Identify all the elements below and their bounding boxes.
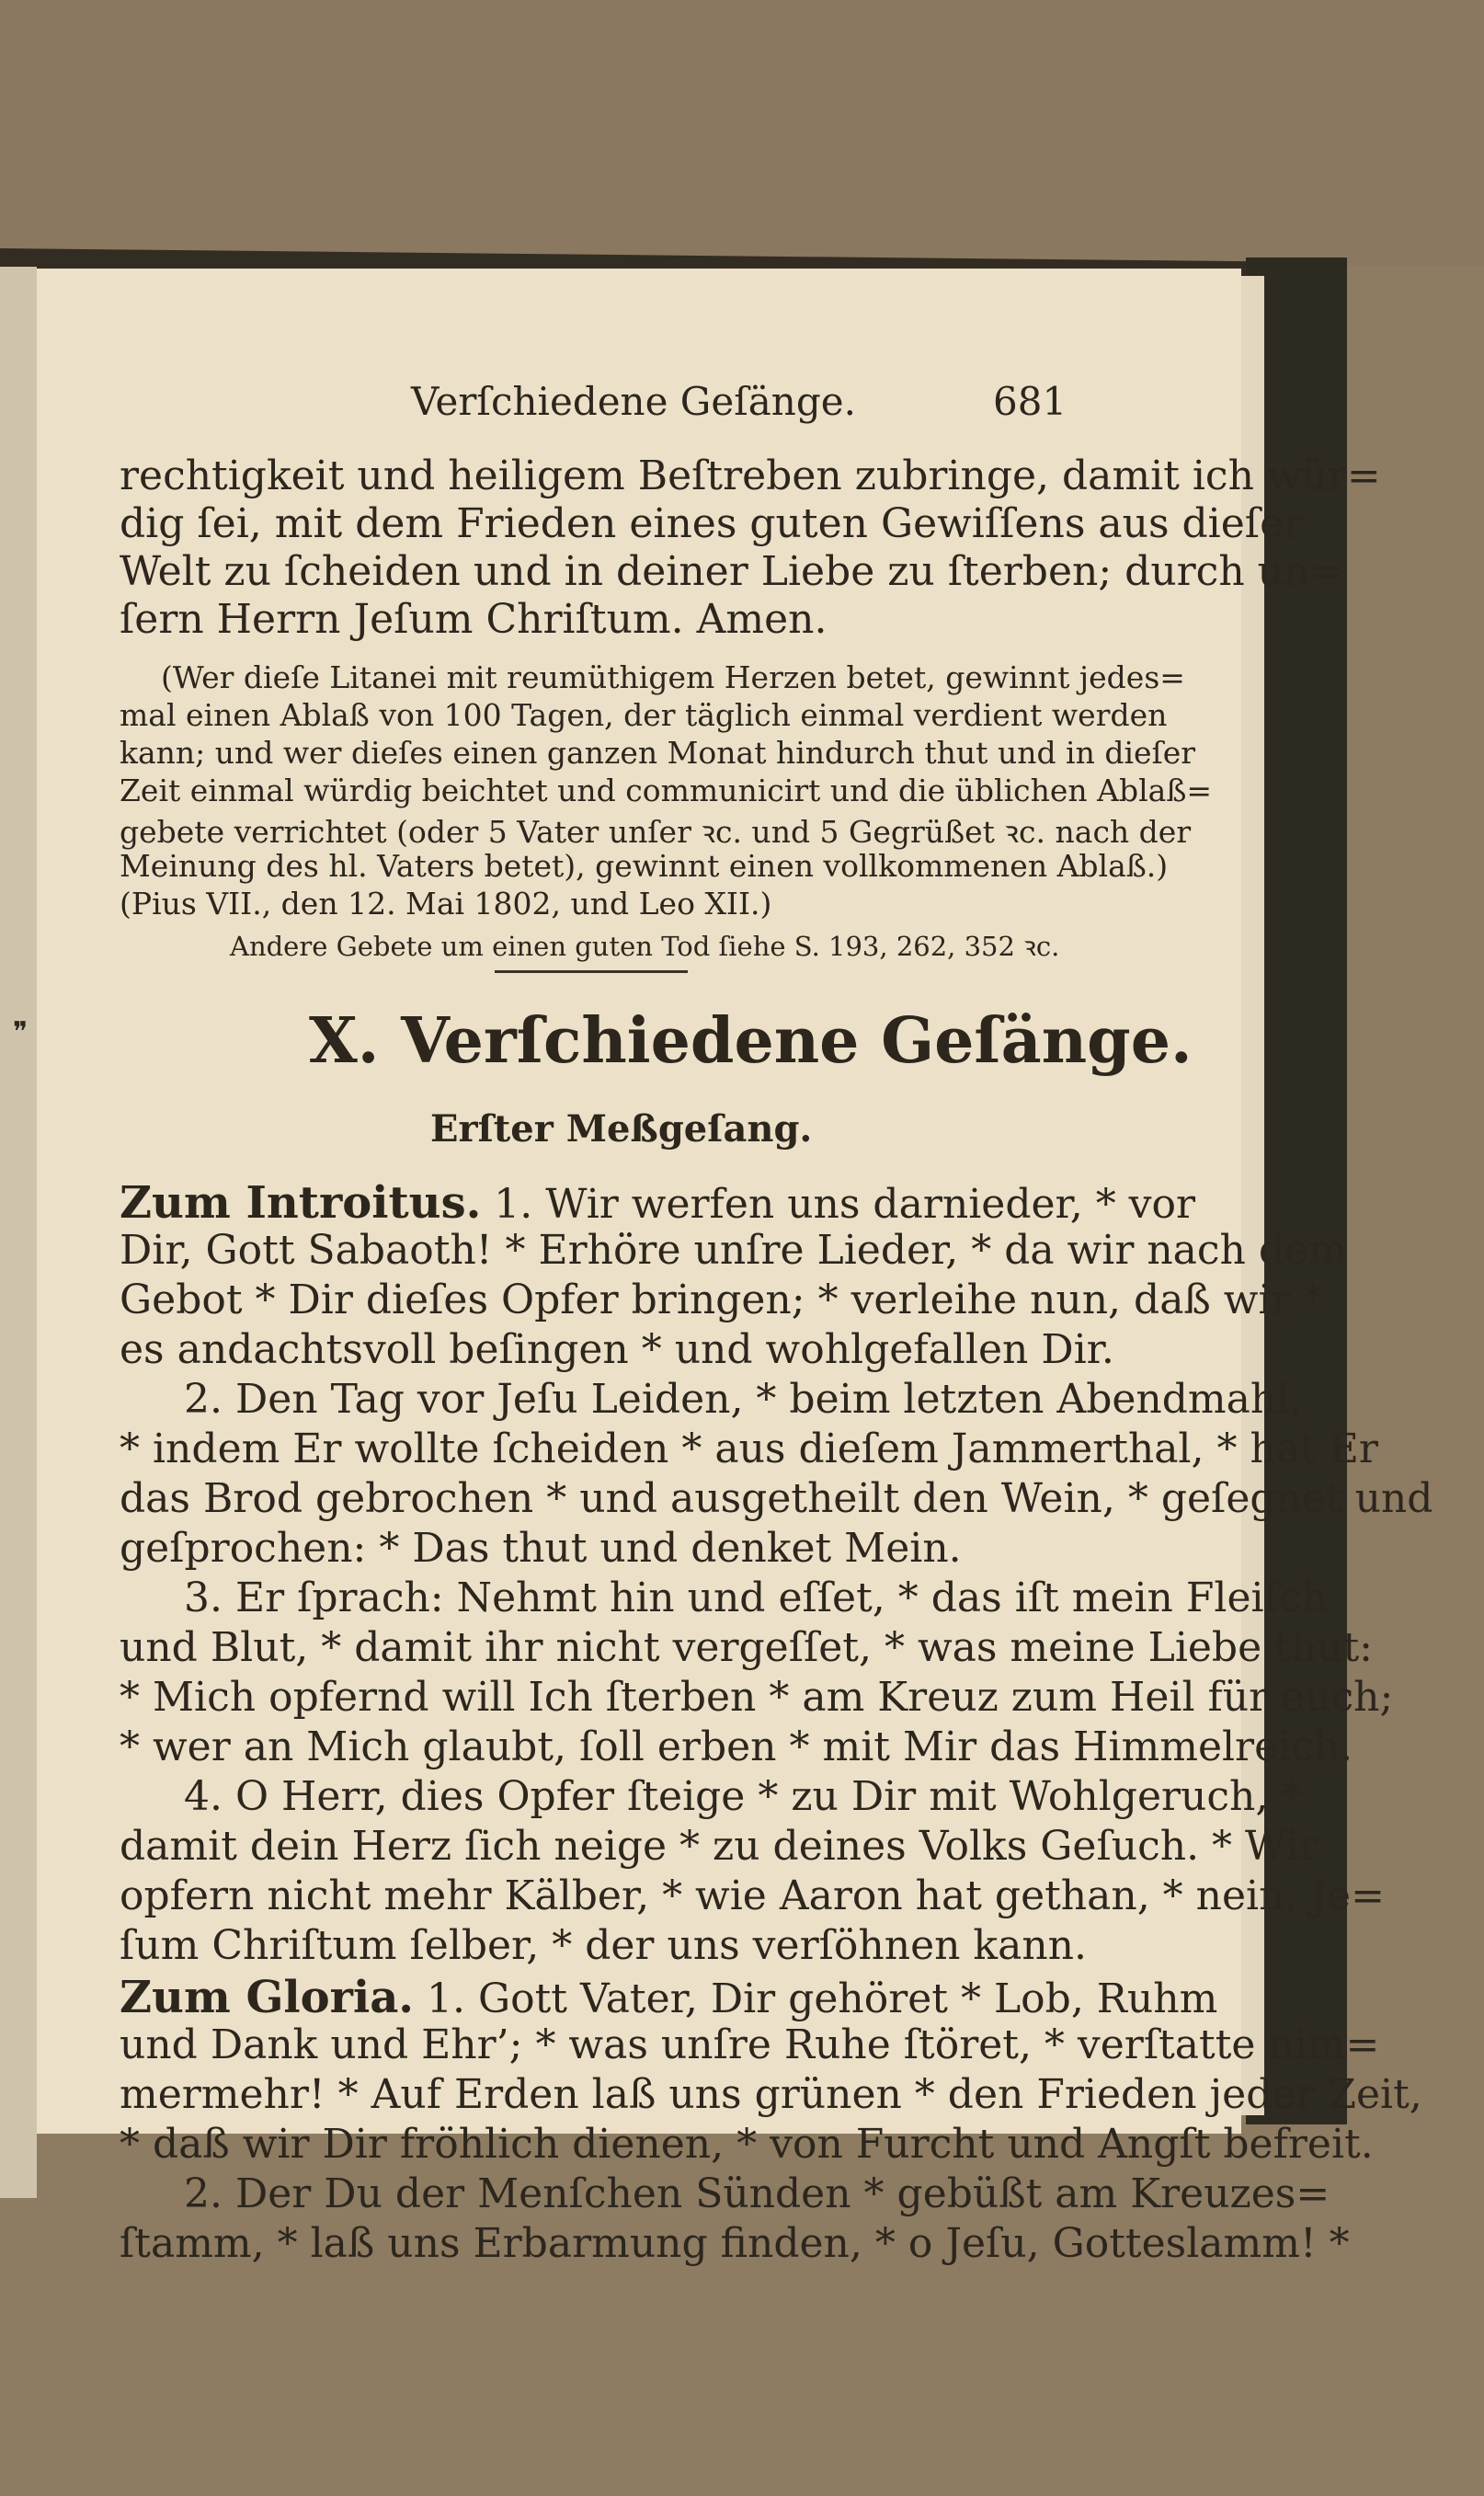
gloria-text: 1. Gott Vater, Dir gehöret * Lob, Ruhm — [414, 1975, 1218, 2022]
introitus-heading: Zum Introitus. — [120, 1177, 482, 1229]
gloria-line — [120, 1972, 1217, 2023]
note-line: kann; und wer dieſes einen ganzen Monat hindurch thut und in dieſer — [120, 735, 1196, 771]
gloria-line: 2. Der Du der Menſchen Sünden * gebüßt am Kreuzes= — [184, 2170, 1330, 2217]
prayer-line: rechtigkeit und heiligem Beſtreben zubringe, damit ich wür= — [120, 452, 1381, 499]
hymn-line: es andachtsvoll beſingen * und wohlgefallen Dir. — [120, 1326, 1114, 1373]
prayer-line: Welt zu ſcheiden und in deiner Liebe zu ſterben; durch un= — [120, 548, 1344, 595]
hymn-line: Dir, Gott Sabaoth! * Erhöre unſre Lieder, * da wir nach dem — [120, 1227, 1347, 1274]
prayer-line: dig ſei, mit dem Frieden eines guten Gewiſſens aus dieſer — [120, 500, 1304, 547]
note-line: mal einen Ablaß von 100 Tagen, der täglich einmal verdient werden — [120, 697, 1168, 733]
book-page — [37, 269, 1433, 2134]
hymn-line: 3. Er ſprach: Nehmt hin und eſſet, * das iſt mein Fleiſch — [184, 1574, 1328, 1621]
section-divider — [495, 970, 688, 973]
hymn-line: * indem Er wollte ſcheiden * aus dieſem Jammerthal, * hat Er — [120, 1425, 1378, 1472]
hymn-line: damit dein Herz ſich neige * zu deines Volks Geſuch. * Wir — [120, 1823, 1318, 1870]
note-line: (Pius VII., den 12. Mai 1802, und Leo XII.) — [120, 886, 772, 922]
hymn-line: 2. Den Tag vor Jeſu Leiden, * beim letzten Abendmahl, — [184, 1376, 1303, 1423]
hymn-text: 1. Wir werfen uns darnieder, * vor — [481, 1181, 1196, 1228]
gloria-line: ſtamm, * laß uns Erbarmung finden, * o Jeſu, Gotteslamm! * — [120, 2220, 1350, 2267]
running-header: Verſchiedene Geſänge. — [411, 379, 856, 424]
hymn-line: * Mich opfernd will Ich ſterben * am Kreuz zum Heil für euch; — [120, 1674, 1394, 1721]
facing-page-edge — [0, 267, 37, 2198]
subsection-title: Erſter Meßgeſang. — [430, 1107, 813, 1151]
hymn-line: geſprochen: * Das thut und denket Mein. — [120, 1525, 962, 1572]
note-line: Meinung des hl. Vaters betet), gewinnt einen vollkommenen Ablaß.) — [120, 848, 1169, 884]
hymn-line: * wer an Mich glaubt, ſoll erben * mit Mir das Himmelreich. — [120, 1723, 1353, 1770]
note-line: gebete verrichtet (oder 5 Vater unſer ꝛc. und 5 Gegrüßet ꝛc. nach der — [120, 814, 1192, 850]
section-title: X. Verſchiedene Geſänge. — [309, 1004, 1193, 1078]
hymn-line: 4. O Herr, dies Opfer ſteige * zu Dir mit Wohlgeruch, * — [184, 1773, 1302, 1820]
hymn-line: ſum Chriſtum ſelber, * der uns verſöhnen kann. — [120, 1922, 1087, 1969]
gloria-line: * daß wir Dir fröhlich dienen, * von Furcht und Angſt befreit. — [120, 2121, 1374, 2168]
note-line: Zeit einmal würdig beichtet und communicirt und die üblichen Ablaß= — [120, 773, 1213, 808]
note-line: (Wer dieſe Litanei mit reumüthigem Herzen betet, gewinnt jedes= — [161, 659, 1185, 695]
hymn-line — [120, 1177, 1195, 1229]
gloria-line: und Dank und Ehr’; * was unſre Ruhe ſtöret, * verſtatte nim= — [120, 2021, 1380, 2068]
background-top — [0, 0, 1484, 267]
reference-line: Andere Gebete um einen guten Tod ſiehe S. 193, 262, 352 ꝛc. — [230, 931, 1060, 962]
page-number: 681 — [993, 379, 1067, 424]
hymn-line: das Brod gebrochen * und ausgetheilt den Wein, * geſegnet und — [120, 1475, 1433, 1522]
hymn-line: Gebot * Dir dieſes Opfer bringen; * verleihe nun, daß wir * — [120, 1277, 1324, 1323]
hymn-line: und Blut, * damit ihr nicht vergeſſet, * was meine Liebe thut: — [120, 1624, 1373, 1671]
prayer-line: ſern Herrn Jeſum Chriſtum. Amen. — [120, 596, 828, 643]
margin-mark: ❞ — [13, 1016, 29, 1048]
gloria-line: mermehr! * Auf Erden laß uns grünen * den Frieden jeder Zeit, — [120, 2071, 1422, 2118]
hymn-line: opfern nicht mehr Kälber, * wie Aaron hat gethan, * nein, Je= — [120, 1872, 1385, 1919]
gloria-heading: Zum Gloria. — [120, 1972, 415, 2023]
